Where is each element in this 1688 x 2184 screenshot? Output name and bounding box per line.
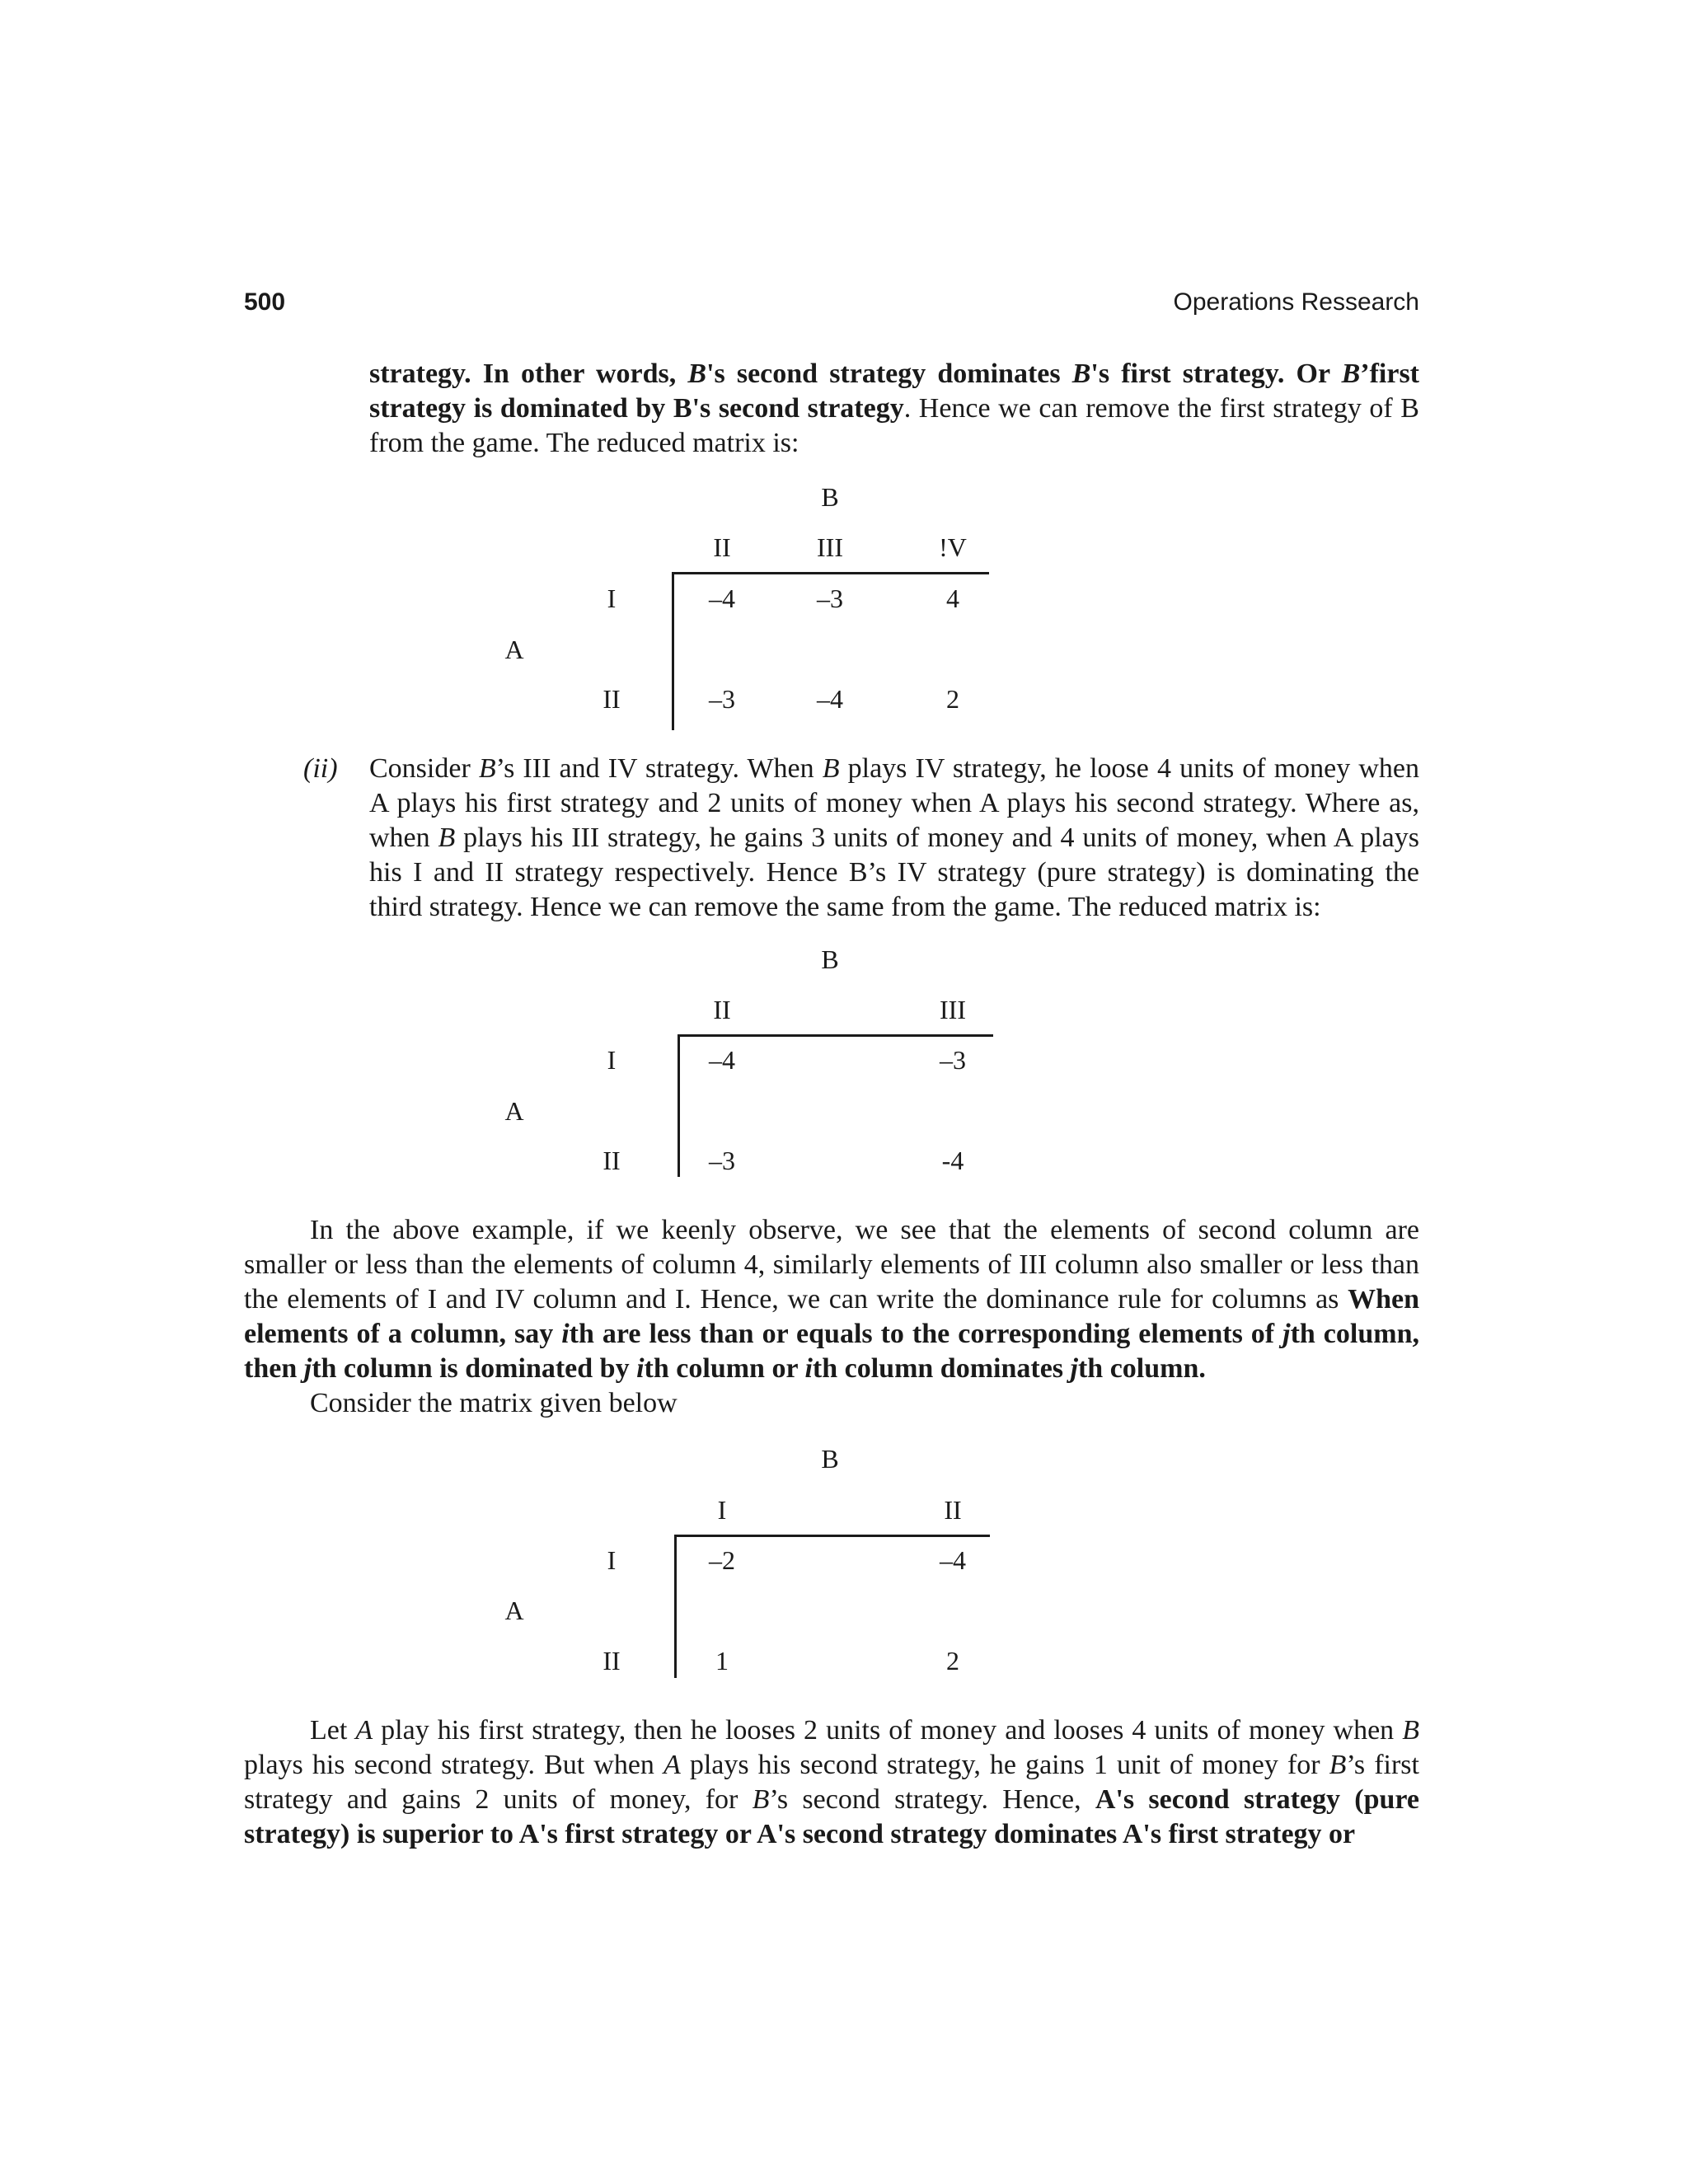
row-header: I [607, 1545, 617, 1575]
row-header: II [603, 684, 621, 714]
column-header: !V [939, 532, 967, 562]
matrix-left-rule [672, 572, 674, 730]
column-header: II [944, 1495, 962, 1525]
matrix-cell: 4 [946, 583, 959, 613]
column-header: II [713, 995, 731, 1024]
matrix-cell: –3 [709, 684, 735, 714]
running-header-title: Operations Ressearch [1173, 288, 1419, 316]
column-header: III [940, 995, 966, 1024]
matrix-cell: 1 [715, 1646, 729, 1675]
paragraph-intro: strategy. In other words, B's second strategy dominates B's first strategy. Or B’first strategy is dominated by B's second strategy. Hence we can remove the first strategy of B from the game. The reduced matrix is: [369, 359, 1420, 458]
row-player-label: A [504, 635, 524, 664]
matrix-left-rule [674, 1535, 677, 1678]
item-label-ii: (ii) [303, 753, 338, 784]
paragraph-consider: Consider the matrix given below [310, 1388, 678, 1418]
matrix-left-rule [678, 1034, 680, 1177]
row-player-label: A [504, 1096, 524, 1126]
column-header: III [817, 532, 843, 562]
paragraph-item-ii: Consider B’s III and IV strategy. When B plays IV strategy, he loose 4 units of money when A plays his first strategy and 2 units of money when A plays his second strategy. Where as, when B plays his III strategy, he gains 3 units of money and 4 units of money, when A plays his I and II strategy respectively. Hence B’s IV strategy (pure strategy) is dominating the third strategy. Hence we can remove the same from the game. The reduced matrix is: [369, 753, 1420, 922]
matrix-cell: –4 [940, 1545, 966, 1575]
column-player-label: B [821, 944, 839, 974]
matrix-cell: –3 [817, 583, 843, 613]
matrix-cell: 2 [946, 1646, 959, 1675]
row-header: II [603, 1146, 621, 1175]
column-header: II [713, 532, 731, 562]
matrix-cell: –4 [709, 1045, 735, 1075]
matrix-cell: –3 [709, 1146, 735, 1175]
row-header: I [607, 1045, 617, 1075]
paragraph-dominance-rule: In the above example, if we keenly observe, we see that the elements of second column are smaller or less than the elements of column 4, similarly elements of III column also smaller or less than the elements of I and IV column and I. Hence, we can write the dominance rule for columns as When elements of a column, say ith are less than or equals to the corresponding elements of jth column, then jth column is dominated by ith column or ith column dominates jth column. [244, 1215, 1419, 1384]
matrix-cell: –4 [709, 583, 735, 613]
column-player-label: B [821, 1444, 839, 1474]
matrix-cell: –3 [940, 1045, 966, 1075]
matrix-cell: 2 [946, 684, 959, 714]
page-number: 500 [244, 288, 286, 316]
matrix-top-rule [672, 572, 989, 574]
row-player-label: A [504, 1596, 524, 1625]
matrix-cell: –2 [709, 1545, 735, 1575]
row-header: I [607, 583, 617, 613]
column-player-label: B [821, 482, 839, 512]
matrix-top-rule [674, 1535, 990, 1537]
matrix-top-rule [678, 1034, 993, 1037]
matrix-cell: –4 [817, 684, 843, 714]
column-header: I [717, 1495, 727, 1525]
matrix-cell: -4 [941, 1146, 964, 1175]
row-header: II [603, 1646, 621, 1675]
paragraph-row-dominance: Let A play his first strategy, then he looses 2 units of money and looses 4 units of money when B plays his second strategy. But when A plays his second strategy, he gains 1 unit of money for B’s first strategy and gains 2 units of money, for B’s second strategy. Hence, A's second strategy (pure strategy) is superior to A's first strategy or A's second strategy dominates A's first strategy or [244, 1715, 1420, 1849]
